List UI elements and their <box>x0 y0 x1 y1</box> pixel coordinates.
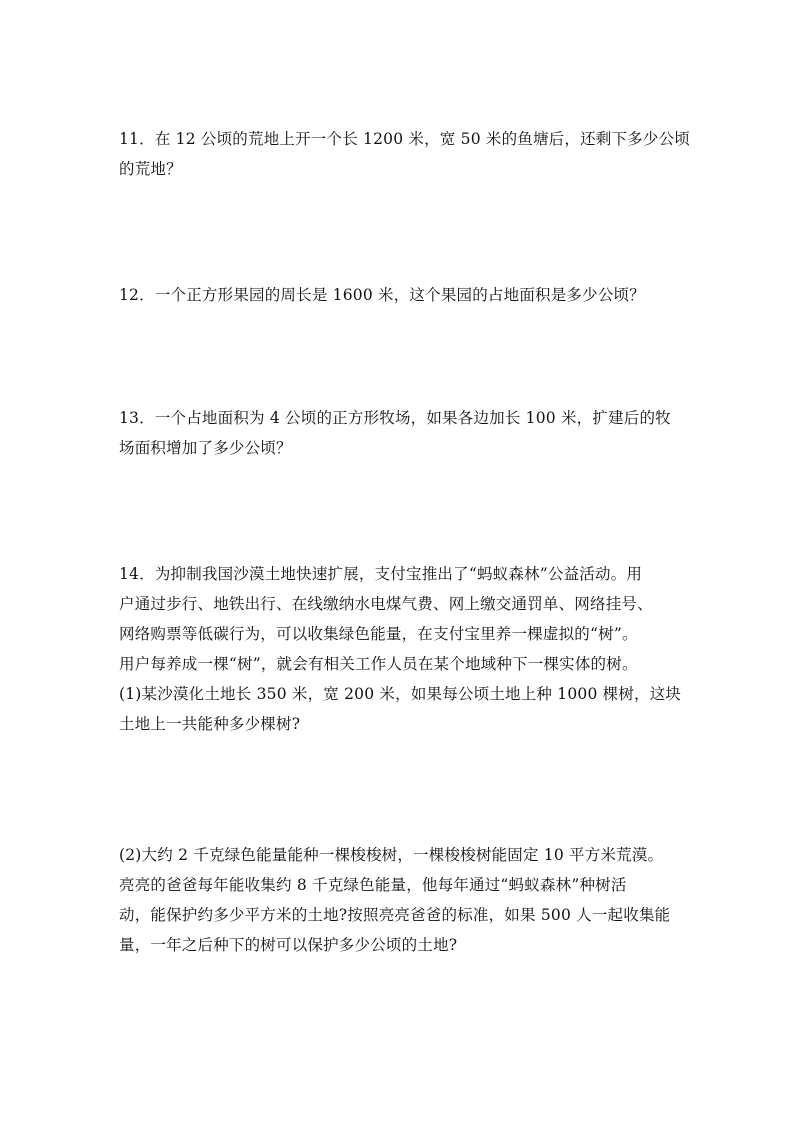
problem-12-line-1: 12．一个正方形果园的周长是 1600 米，这个果园的占地面积是多少公顷？ <box>119 286 645 304</box>
problem-14-part-1-line-1: (1)某沙漠化土地长 350 米，宽 200 米，如果每公顷土地上种 1000 棵树，这块 <box>119 685 682 703</box>
problem-12 <box>119 280 679 310</box>
problem-14-part-2-line-2: 亮亮的爸爸每年能收集约 8 千克绿色能量，他每年通过“蚂蚁森林”种树活 <box>119 876 627 894</box>
problem-11-line-2: 的荒地？ <box>119 160 182 178</box>
problem-14-part-2 <box>119 840 679 960</box>
problem-14-part-2-line-1: (2)大约 2 千克绿色能量能种一棵梭梭树，一棵梭梭树能固定 10 平方米荒漠。 <box>119 846 664 864</box>
problem-14 <box>119 559 682 739</box>
problem-14-line-4: 用户每养成一棵“树”，就会有相关工作人员在某个地域种下一棵实体的树。 <box>119 655 638 673</box>
problem-11 <box>119 124 690 184</box>
problem-14-part-2-line-3: 动，能保护约多少平方米的土地?按照亮亮爸爸的标准，如果 500 人一起收集能 <box>119 906 671 924</box>
problem-14-line-2: 户通过步行、地铁出行、在线缴纳水电煤气费、网上缴交通罚单、网络挂号、 <box>119 595 653 613</box>
problem-11-line-1: 11．在 12 公顷的荒地上开一个长 1200 米，宽 50 米的鱼塘后，还剩下多少公顷 <box>119 130 690 148</box>
problem-14-line-3: 网络购票等低碳行为，可以收集绿色能量，在支付宝里养一棵虚拟的“树”。 <box>119 625 638 643</box>
problem-14-part-1-line-2: 土地上一共能种多少棵树? <box>119 715 301 733</box>
problem-13 <box>119 403 679 463</box>
problem-14-line-1: 14．为抑制我国沙漠土地快速扩展，支付宝推出了“蚂蚁森林”公益活动。用 <box>119 565 643 583</box>
problem-14-part-2-line-4: 量，一年之后种下的树可以保护多少公顷的土地? <box>119 936 458 954</box>
problem-13-line-2: 场面积增加了多少公顷？ <box>119 439 292 457</box>
problem-13-line-1: 13．一个占地面积为 4 公顷的正方形牧场，如果各边加长 100 米，扩建后的牧 <box>119 409 671 427</box>
